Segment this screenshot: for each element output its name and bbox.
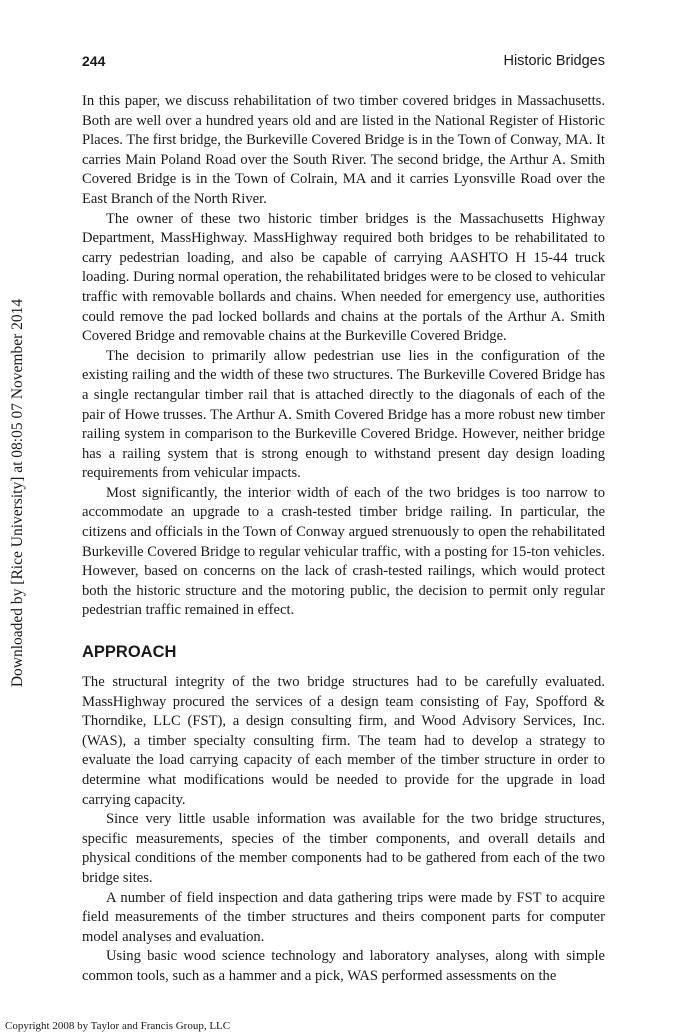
paragraph: Using basic wood science technology and laboratory analyses, along with simple common tools, such as a hammer and a pick, WAS performed assessments on the <box>82 948 605 984</box>
paragraph: Most significantly, the interior width of each of the two bridges is too narrow to accommodate an upgrade to a crash-tested timber bridge railing. In particular, the citizens and officials in the Town of Conway argued strenuously to open the rehabilitated Burkeville Covered Bridge to regular vehicular traffic, with a posting for 15-ton vehicles. However, based on concerns on the lack of crash-tested railings, which would protect both the historic structure and the motoring public, the decision to permit only regular pedestrian traffic remained in effect. <box>82 484 605 619</box>
body-text <box>82 92 605 987</box>
section-heading: APPROACH <box>82 643 177 662</box>
copyright-notice: Copyright 2008 by Taylor and Francis Group, LLC <box>5 1020 231 1032</box>
paragraph: The decision to primarily allow pedestrian use lies in the configuration of the existing railing and the width of these two structures. The Burkeville Covered Bridge has a single rectangular timber rail that is attached directly to the diagonals of each of the pair of Howe trusses. The Arthur A. Smith Covered Bridge has a more robust new timber railing system in comparison to the Burkeville Covered Bridge. However, neither bridge has a railing system that is strong enough to withstand present day design loading requirements from vehicular impacts. <box>82 347 605 482</box>
paragraph: The owner of these two historic timber bridges is the Massachusetts Highway Department, MassHighway. MassHighway required both bridges to be rehabilitated to carry pedestrian loading, and also be capable of carrying AASHTO H 15-44 truck loading. During normal operation, the rehabilitated bridges were to be closed to vehicular traffic with removable bollards and chains. When needed for emergency use, authorities could remove the pad locked bollards and chains at the portals of the Arthur A. Smith Covered Bridge and removable chains at the Burkeville Covered Bridge. <box>82 210 605 345</box>
paragraph: The structural integrity of the two bridge structures had to be carefully evaluated. MassHighway procured the services of a design team consisting of Fay, Spofford & Thorndike, LLC (FST), a design consulting firm, and Wood Advisory Services, Inc. (WAS), a timber specialty consulting firm. The team had to develop a strategy to evaluate the load carrying capacity of each member of the timber structure in order to determine what modifications would be needed to provide for the upgrade in load carrying capacity. <box>82 674 605 808</box>
paragraph: In this paper, we discuss rehabilitation of two timber covered bridges in Massachusetts. Both are well over a hundred years old and are listed in the National Register of Historic Places. The first bridge, the Burkeville Covered Bridge is in the Town of Conway, MA. It carries Main Poland Road over the South River. The second bridge, the Arthur A. Smith Covered Bridge is in the Town of Colrain, MA and it carries Lyonsville Road over the East Branch of the North River. <box>82 93 605 207</box>
running-title: Historic Bridges <box>503 53 605 69</box>
paragraph: Since very little usable information was available for the two bridge structures, specific measurements, species of the timber components, and overall details and physical conditions of the member components had to be gathered from each of the two bridge sites. <box>82 811 605 886</box>
paragraph: A number of field inspection and data gathering trips were made by FST to acquire field measurements of the timber structures and theirs component parts for computer model analyses and evaluation. <box>82 889 605 945</box>
download-watermark: Downloaded by [Rice University] at 08:05 07 November 2014 <box>9 298 26 688</box>
page-number: 244 <box>82 53 106 69</box>
